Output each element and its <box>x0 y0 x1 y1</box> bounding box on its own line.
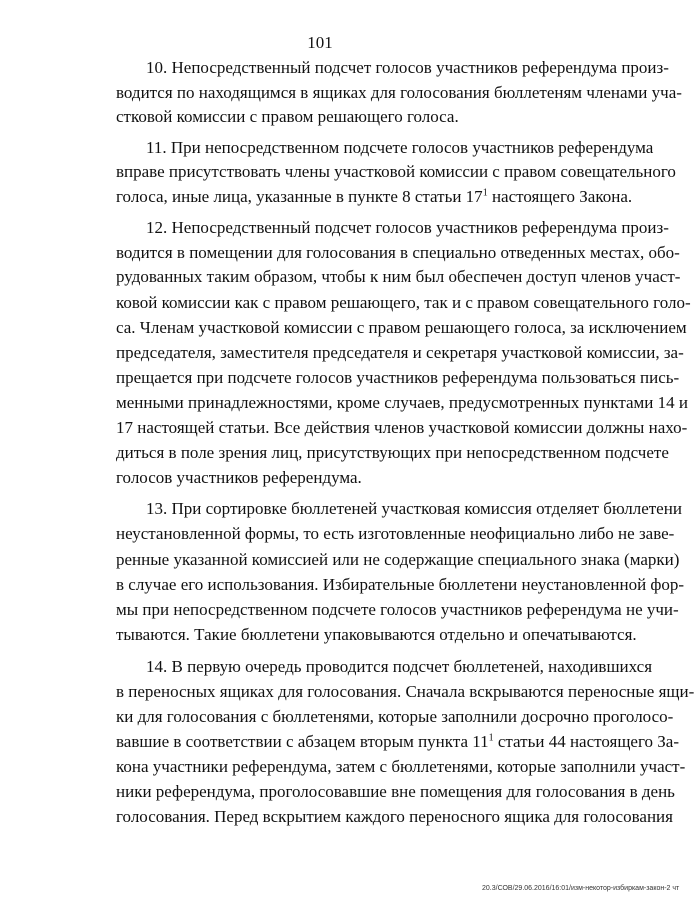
page-number: 101 <box>307 33 333 52</box>
text-line: са. Членам участковой комиссии с правом решающего голоса, за исключением <box>116 318 687 337</box>
text-line: 17 настоящей статьи. Все действия членов участковой комиссии должны нахо- <box>116 418 688 437</box>
text-line: диться в поле зрения лиц, присутствующих при непосредственном подсчете <box>116 443 669 462</box>
text-line: водится в помещении для голосования в специально отведенных местах, обо- <box>116 243 680 262</box>
text-line: ники референдума, проголосовавшие вне помещения для голосования в день <box>116 782 675 801</box>
text-line: вавшие в соответствии с абзацем вторым пункта $11^1$ статьи 44 настоящего За- <box>116 732 679 751</box>
text-line: 14. В первую очередь проводится подсчет бюллетеней, находившихся <box>146 657 653 676</box>
text-line: рудованных таким образом, чтобы к ним был обеспечен доступ членов участ- <box>116 267 681 286</box>
text-line: стковой комиссии с правом решающего голоса. <box>116 107 459 126</box>
text-line: 10. Непосредственный подсчет голосов участников референдума произ- <box>146 58 669 77</box>
text-line: кона участники референдума, затем с бюллетенями, которые заполнили участ- <box>116 757 686 776</box>
text-line: тываются. Такие бюллетени упаковываются отдельно и опечатываются. <box>116 625 637 644</box>
text-line: голосов участников референдума. <box>116 468 362 487</box>
text-line: прещается при подсчете голосов участников референдума пользоваться пись- <box>116 368 680 387</box>
superscript-marker: 1 <box>482 187 488 199</box>
text-line: председателя, заместителя председателя и секретаря участковой комиссии, за- <box>116 343 684 362</box>
text-line: ковой комиссии как с правом решающего, так и с правом совещательного голо- <box>116 293 691 312</box>
text-line: 11. При непосредственном подсчете голосов участников референдума <box>146 138 654 157</box>
text-line: в случае его использования. Избирательные бюллетени неустановленной фор- <box>116 575 685 594</box>
text-line: в переносных ящиках для голосования. Сначала вскрываются переносные ящи- <box>116 682 694 701</box>
text-line: ренные указанной комиссией или не содержащие специального знака (марки) <box>116 550 680 569</box>
text-line: водится по находящимся в ящиках для голосования бюллетеням членами уча- <box>116 83 682 102</box>
text-line: ки для голосования с бюллетенями, которые заполнили досрочно проголосо- <box>116 707 674 726</box>
text-line: неустановленной формы, то есть изготовленные неофициально либо не заве- <box>116 524 675 543</box>
text-line: мы при непосредственном подсчете голосов участников референдума не учи- <box>116 600 679 619</box>
text-line: вправе присутствовать члены участковой комиссии с правом совещательного <box>116 162 676 181</box>
text-line: голоса, иные лица, указанные в пункте 8 статьи $17^1$ настоящего Закона. <box>116 187 633 206</box>
text-line: 12. Непосредственный подсчет голосов участников референдума произ- <box>146 218 669 237</box>
text-line: голосования. Перед вскрытием каждого переносного ящика для голосования <box>116 807 673 826</box>
document-footer-id: 20.3/СОВ/29.06.2016/16:01/изм-некотор-избиркам-закон-2 чт <box>482 885 680 892</box>
text-line: 13. При сортировке бюллетеней участковая комиссия отделяет бюллетени <box>146 499 682 518</box>
superscript-marker: 1 <box>488 732 494 744</box>
text-line: менными принадлежностями, кроме случаев, предусмотренных пунктами 14 и <box>116 393 688 412</box>
